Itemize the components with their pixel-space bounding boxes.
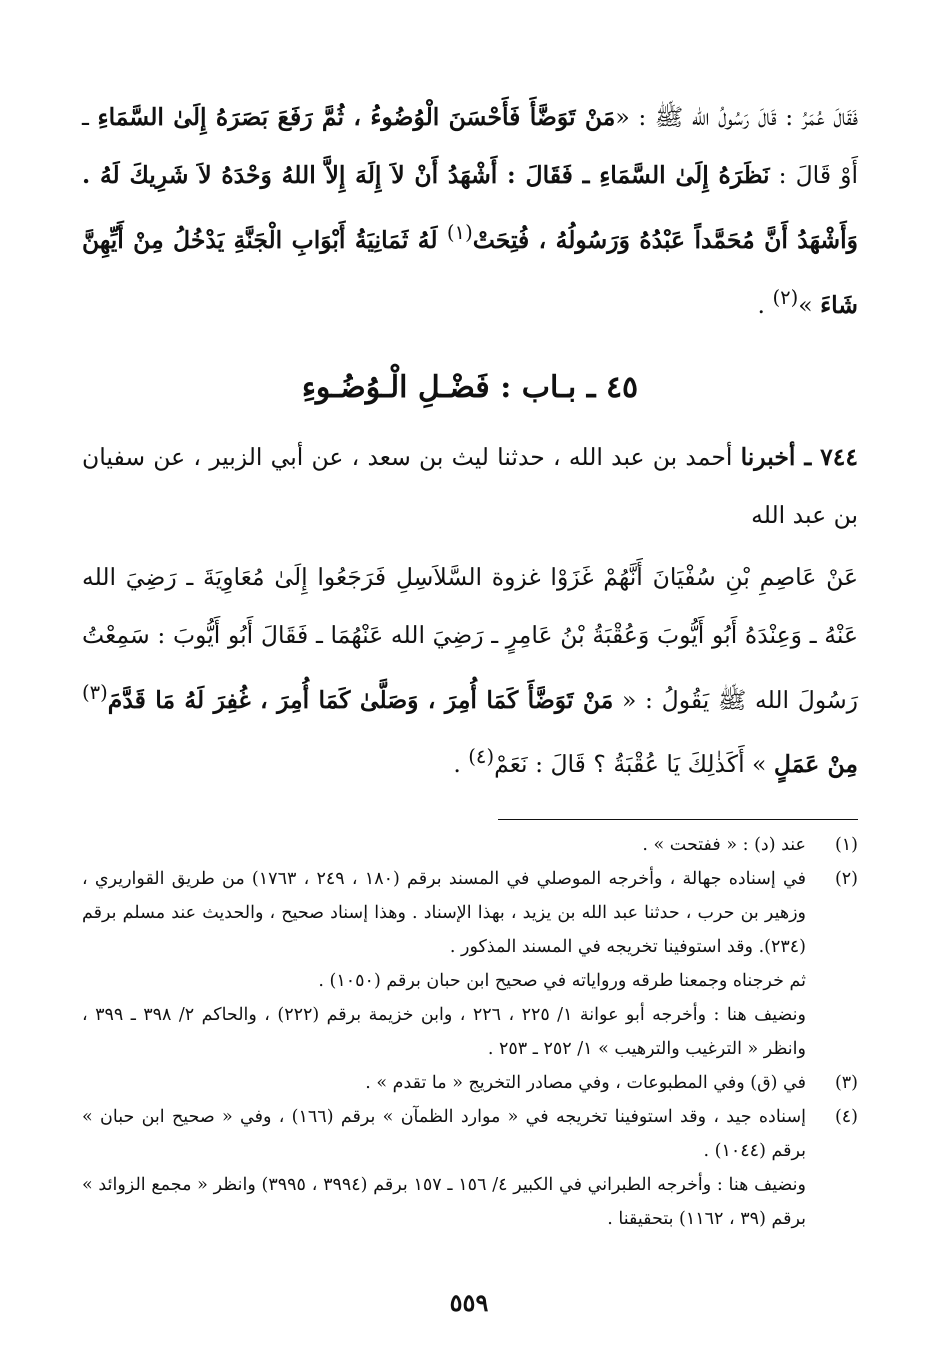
footnote-4 xyxy=(82,1100,858,1168)
footnote-2-cont-a xyxy=(82,964,858,998)
hadith-chain: أحمد بن عبد الله ، حدثنا ليث بن سعد ، عن أبي الزبير ، عن سفيان بن عبد الله xyxy=(82,442,858,529)
matn-part-1: عَنْ عَاصِمِ بْنِ سُفْيَانَ أَنَّهُمْ غَزَوْا غزوة السَّلاَسِلِ فَرَجَعُوا إِلَىٰ مُعَاوِيَةَ ـ رَضِيَ الله عَنْهُ ـ وَعِنْدَهُ أَبُو أَيُّوبَ وَعُقْبَةُ بْنُ عَامِرٍ ـ رَضِيَ الله عَنْهُمَا ـ فَقَالَ أَبُو أَيُّوبَ : سَمِعْتُ رَسُولَ الله ﷺ يَقُولُ : « xyxy=(82,562,859,714)
footnote-number: (٢) xyxy=(834,869,858,890)
prophet-quote-2: نَظَرَهُ إِلَىٰ السَّمَاءِ ـ فَقَالَ : أَشْهَدُ أَنْ لاَ إِلَهَ إِلاَّ اللهُ وَحْدَهُ لاَ شَرِيكَ لَهُ . وَأَشْهَدُ أَنَّ مُحَمَّداً عَبْدُهُ وَرَسُولُهُ ، فُتِحَتْ xyxy=(82,161,858,254)
footnote-text: في إسناده جهالة ، وأخرجه الموصلي في المسند برقم (١٨٠ ، ٢٤٩ ، ١٧٦٣) من طريق القواريري ، وزهير بن حرب ، حدثنا عبد الله بن يزيد ، بهذا الإسناد . وهذا إسناد صحيح ، والحديث عند مسلم برقم (٢٣٤). وقد استوفينا تخريجه في المسند المذكور . xyxy=(82,869,806,958)
footnote-text: عند (د) : « ففتحت » . xyxy=(642,835,806,856)
footnote-3 xyxy=(82,1066,858,1100)
footnote-text: ونضيف هنا : وأخرجه أبو عوانة ١/ ٢٢٥ ، ٢٢٦ ، وابن خزيمة برقم (٢٢٢) ، والحاكم ٢/ ٣٩٨ ـ ٣٩٩ ، وانظر « الترغيب والترهيب » ١/ ٢٥٢ ـ ٢٥٣ . xyxy=(82,1005,807,1060)
footnote-divider xyxy=(498,819,858,820)
footnote-4-cont xyxy=(82,1168,858,1236)
footnote-text: في (ق) وفي المطبوعات ، وفي مصادر التخريج « ما تقدم » . xyxy=(365,1073,806,1094)
footnote-number: (١) xyxy=(834,835,858,856)
footnote-ref-1[interactable]: (١) xyxy=(446,221,473,244)
prophet-quote-3: لَهُ ثَمَانِيَةُ أَبْوَابِ الْجَنَّةِ يَدْخُلُ مِنْ أَيِّهِنَّ شَاءَ xyxy=(82,225,858,319)
quote-close: » xyxy=(798,290,821,319)
hadith-number: ٧٤٤ ـ أخبرنا xyxy=(740,442,859,471)
chapter-heading: ٤٥ ـ بـاب : فَضْـلِ الْـوُضُـوءِ xyxy=(301,369,639,405)
footnote-ref-2[interactable]: (٢) xyxy=(772,285,799,309)
footnote-number xyxy=(806,1168,858,1236)
footnote-text: ثم خرجناه وجمعنا طرقه ورواياته في صحيح ابن حبان برقم (١٠٥٠) . xyxy=(318,971,806,992)
matn-quote: مَنْ تَوَضَّأَ كَمَا أُمِرَ ، وَصَلَّىٰ كَمَا أُمِرَ ، غُفِرَ لَهُ مَا قَدَّمَ xyxy=(107,685,614,714)
paragraph-lead: فَقَالَ عُمَرُ : قَالَ رَسُولُ الله ﷺ : « xyxy=(615,103,858,131)
matn-end: . xyxy=(453,750,469,779)
matn-part-2: » أَكَذٰلِكَ يَا عُقْبَةُ ؟ قَالَ : نَعَمْ xyxy=(494,750,774,779)
page-body xyxy=(82,88,858,1236)
footnote-number xyxy=(806,964,858,998)
footnotes xyxy=(82,828,858,1236)
hadith-isnad xyxy=(82,428,858,544)
hadith-matn xyxy=(82,548,858,794)
footnote-number: (٤) xyxy=(834,1107,858,1128)
footnote-2-cont-b xyxy=(82,998,858,1066)
footnote-number xyxy=(806,998,858,1066)
paragraph-end: . xyxy=(757,290,773,319)
paragraph-umar xyxy=(82,88,858,334)
footnote-number: (٣) xyxy=(834,1073,858,1094)
footnote-2 xyxy=(82,862,858,964)
footnote-text: إسناده جيد ، وقد استوفينا تخريجه في « موارد الظمآن » برقم (١٦٦) ، وفي « صحيح ابن حبان » برقم (١٠٤٤) . xyxy=(82,1107,806,1162)
prophet-quote-1: مَنْ تَوَضَّأَ فَأَحْسَنَ الْوُضُوءُ ، ثُمَّ رَفَعَ بَصَرَهُ إِلَىٰ السَّمَاءِ xyxy=(97,103,616,131)
paragraph-mid: ـ أَوْ قَالَ : xyxy=(82,103,858,189)
footnote-1 xyxy=(82,828,858,862)
footnote-text: ونضيف هنا : وأخرجه الطبراني في الكبير ٤/ ١٥٦ ـ ١٥٧ برقم (٣٩٩٤ ، ٣٩٩٥) وانظر « مجمع الزوائد » برقم (٣٩ ، ١١٦٢) بتحقيقنا . xyxy=(82,1175,806,1230)
matn-quote-end: مِنْ عَمَلٍ xyxy=(773,750,858,779)
footnote-ref-3[interactable]: (٣) xyxy=(82,680,108,704)
footnote-ref-4[interactable]: (٤) xyxy=(468,745,495,769)
page-number: ٥٥٩ xyxy=(449,1288,489,1317)
